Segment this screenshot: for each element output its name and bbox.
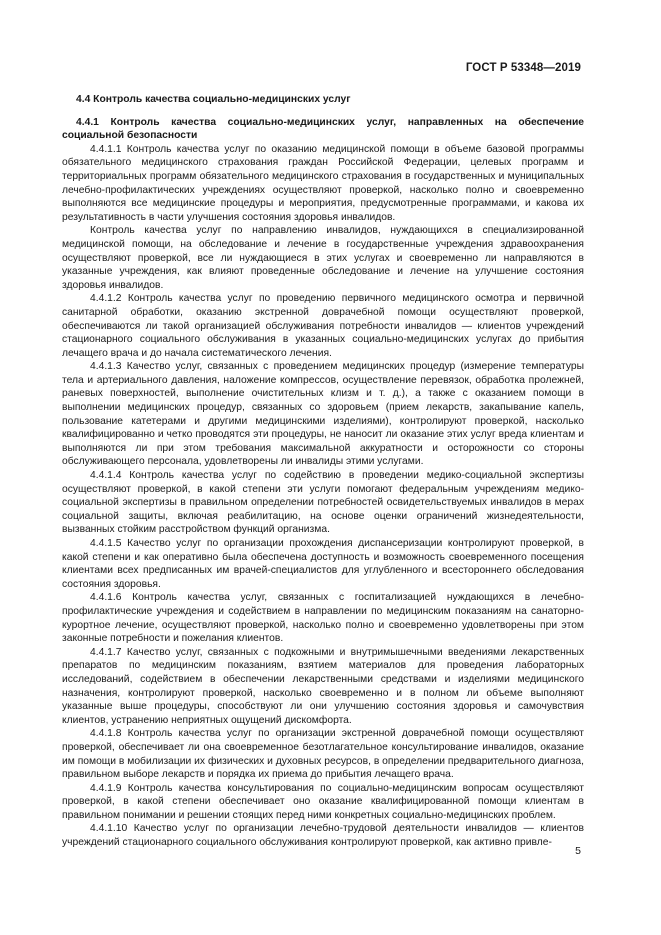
page-number: 5 <box>575 845 581 857</box>
subsection-title: 4.4.1 Контроль качества социально-медицинских услуг, направленных на обеспечение социальной безопасности <box>62 116 584 142</box>
paragraph-4-4-1-6: 4.4.1.6 Контроль качества услуг, связанных с госпитализацией нуждающихся в лечебно-профилактические учреждения и содействием в направлении по медицинским показаниям на санаторно-курортное лечение, осуществляют проверкой, насколько полно и своевременно удовлетворены при этом законные потребности и пожелания клиентов. <box>62 592 584 645</box>
paragraph-4-4-1-3: 4.4.1.3 Качество услуг, связанных с проведением медицинских процедур (измерение температуры тела и артериального давления, наложение компрессов, осуществление перевязок, обработка пролежней, раневых поверхностей, выполнение очистительных клизм и т. д.), а также с оказанием помощи в выполнении медицинских процедур, связанных со здоровьем (прием лекарств, закапывание капель, пользование катетерами и другими медицинскими изделиями), контролируют проверкой, насколько квалифицированно и четко проводятся эти процедуры, не наносит ли оказание этих услуг вреда клиентам и выполняются ли при этом требования максимальной аккуратности и осторожности со стороны обслуживающего персонала, удовлетворены ли инвалиды этими услугами. <box>62 361 584 468</box>
paragraph-4-4-1-2: 4.4.1.2 Контроль качества услуг по проведению первичного медицинского осмотра и первичной санитарной обработки, оказанию экстренной доврачебной помощи осуществляют проверкой, обеспечиваются ли такой организацией обслуживания потребности инвалидов — клиентов учреждений стационарного социального обслуживания в указанных социально-медицинских услугах до прибытия лечащего врача и до начала систематического лечения. <box>62 293 584 359</box>
document-body <box>62 93 584 850</box>
paragraph-4-4-1-5: 4.4.1.5 Качество услуг по организации прохождения диспансеризации контролируют проверкой, в какой степени и как оперативно была обеспечена доступность и возможность своевременного посещения клиентами всех предписанных им врачей-специалистов для углубленного и всестороннего обследования состояния здоровья. <box>62 538 584 590</box>
paragraph-4-4-1-10: 4.4.1.10 Качество услуг по организации лечебно-трудовой деятельности инвалидов — клиентов учреждений стационарного социального обслуживания контролируют проверкой, как активно привле- <box>62 823 584 849</box>
document-code: ГОСТ Р 53348—2019 <box>465 62 581 74</box>
paragraph-4-4-1-4: 4.4.1.4 Контроль качества услуг по содействию в проведении медико-социальной экспертизы осуществляют проверкой, в какой степени эти услуги помогают федеральным учреждениям медико-социальной экспертизы в правильном определении потребностей освидетельствуемых инвалидов в мерах социальной защиты, включая реабилитацию, на основе оценки ограничений жизнедеятельности, вызванных стойким расстройством функций организма. <box>62 470 584 536</box>
section-title: 4.4 Контроль качества социально-медицинских услуг <box>76 94 351 105</box>
paragraph-4-4-1-7: 4.4.1.7 Качество услуг, связанных с подкожными и внутримышечными введениями лекарственных препаратов по медицинским показаниям, взятием материалов для проведения лабораторных исследований, содействием в обеспечении лекарственными средствами и изделиями медицинского назначения, контролируют проверкой, насколько своевременно и в полном ли объеме выполняют указанные выше процедуры, способствуют ли они улучшению состояния здоровья и самочувствия клиентов, устранению неприятных ощущений дискомфорта. <box>62 646 584 726</box>
paragraph-referral-control: Контроль качества услуг по направлению инвалидов, нуждающихся в специализированной медицинской помощи, на обследование и лечение в государственные учреждения здравоохранения осуществляют проверкой, все ли нуждающиеся в этих услугах и своевременно ли направляются в указанные учреждения, как влияют проведенные обследование и лечение на улучшение состояния здоровья инвалидов. <box>62 225 584 291</box>
paragraph-4-4-1-8: 4.4.1.8 Контроль качества услуг по организации экстренной доврачебной помощи осуществляют проверкой, обеспечивает ли она своевременное безотлагательное консультирование инвалидов, оказание им помощи в мобилизации их физических и духовных ресурсов, в определении предварительного диагноза, правильном выборе лекарств и порядка их приема до прибытия лечащего врача. <box>62 728 584 781</box>
paragraph-4-4-1-9: 4.4.1.9 Контроль качества консультирования по социально-медицинским вопросам осуществляют проверкой, в какой степени обеспечивает оно оказание квалифицированной помощи клиентам в правильном понимании и решении стоящих перед ними конкретных социально-медицинских проблем. <box>62 782 584 821</box>
paragraph-4-4-1-1: 4.4.1.1 Контроль качества услуг по оказанию медицинской помощи в объеме базовой программы обязательного медицинского страхования граждан Российской Федерации, целевых программ и территориальных программ обязательного медицинского страхования в государственных и муниципальных лечебно-профилактических учреждениях осуществляют проверкой, насколько полно и своевременно выполняются все медицинские процедуры и мероприятия, предусмотренные программами, и какова их результативность в части улучшения состояния здоровья инвалидов. <box>62 143 584 223</box>
